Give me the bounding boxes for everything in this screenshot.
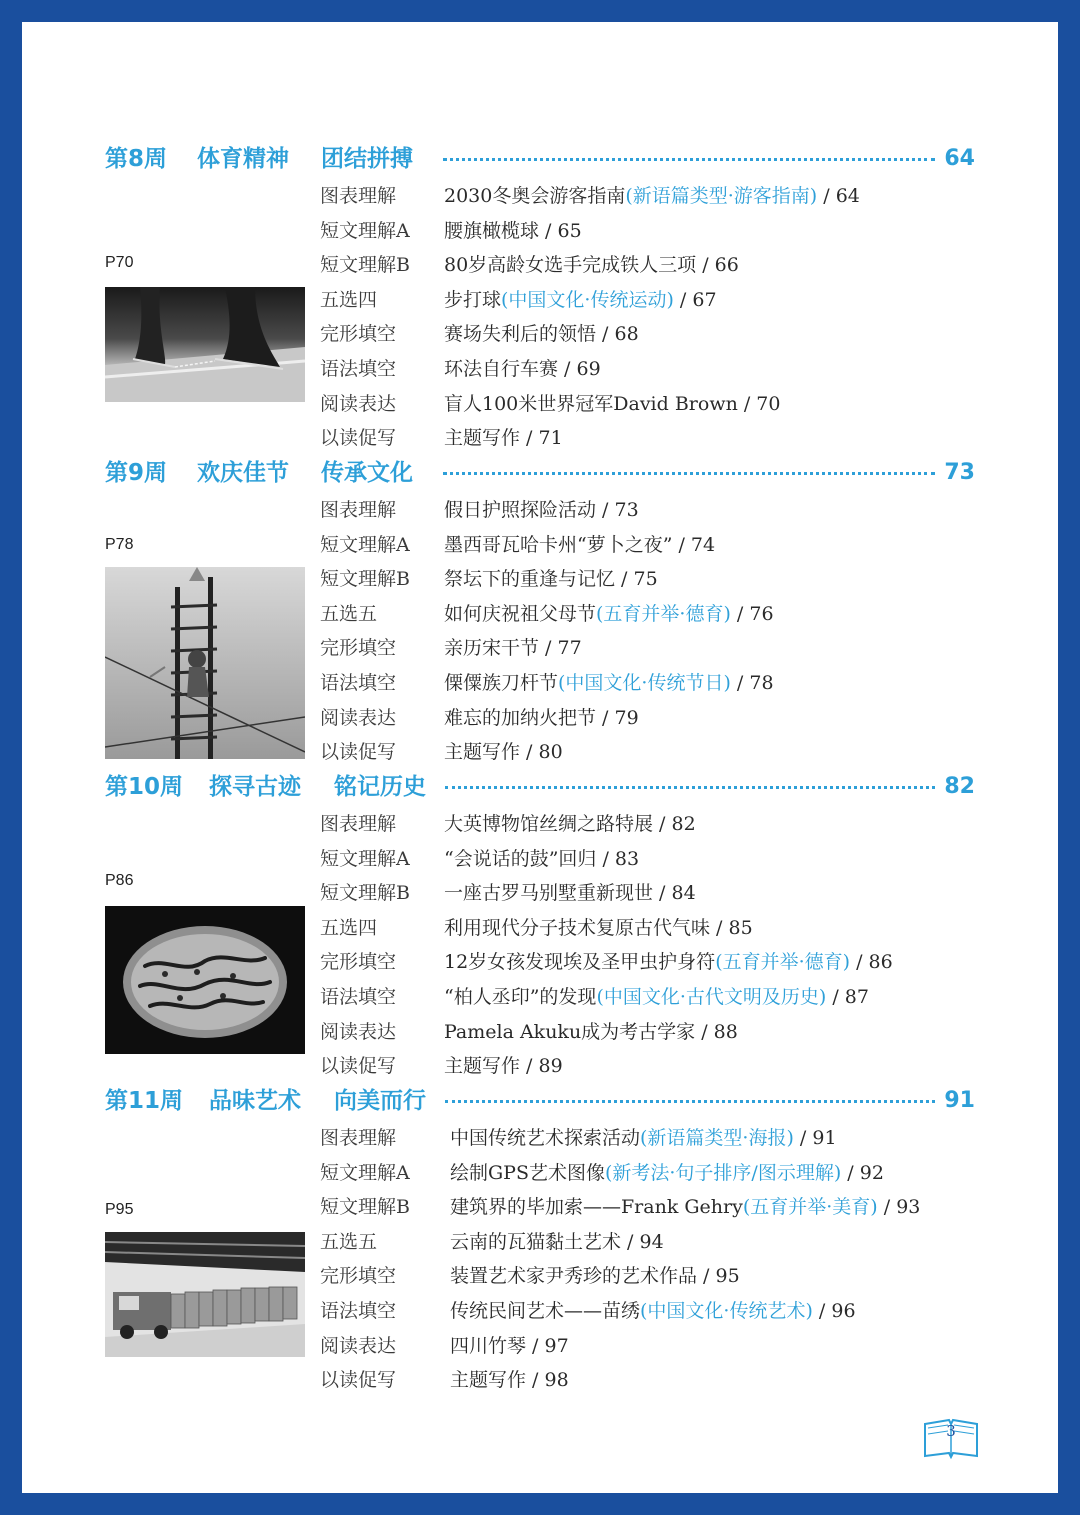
lesson-page: / 66 — [696, 254, 739, 277]
lesson-type: 图表理解 — [320, 813, 397, 835]
lesson-content — [444, 387, 781, 422]
lesson-title: 中国传统艺术探索活动 — [450, 1127, 641, 1149]
lesson-type: 五选五 — [320, 1230, 378, 1253]
lesson-type: 图表理解 — [320, 1127, 397, 1149]
photo-page-label: P78 — [105, 536, 134, 553]
lesson-title: 一座古罗马别墅重新现世 — [444, 882, 654, 905]
lesson-title: 傈僳族刀杆节 — [444, 671, 559, 694]
lesson-row[interactable] — [320, 1294, 1000, 1329]
lesson-row[interactable] — [320, 493, 1000, 528]
lesson-title: 大英博物馆丝绸之路特展 — [444, 813, 654, 835]
lesson-content — [444, 317, 639, 352]
lesson-page: / 80 — [520, 741, 563, 764]
dotted-leader — [445, 786, 935, 789]
open-book-icon — [922, 1416, 980, 1460]
lesson-title: 12岁女孩发现埃及圣甲虫护身符 — [444, 951, 716, 974]
lesson-page: / 67 — [673, 288, 717, 311]
lesson-type: 阅读表达 — [320, 1020, 397, 1043]
lesson-row[interactable] — [320, 562, 1000, 597]
lesson-type: 短文理解A — [320, 533, 410, 556]
lesson-title: 四川竹琴 — [450, 1334, 527, 1357]
lesson-content — [444, 421, 563, 456]
lesson-title: 主题写作 — [450, 1369, 527, 1392]
lesson-list — [320, 493, 1000, 770]
dotted-leader — [445, 1100, 935, 1103]
lesson-page: / 65 — [539, 219, 582, 242]
lesson-row[interactable] — [320, 666, 1000, 701]
lesson-type: 语法填空 — [320, 985, 397, 1008]
week-page-number: 64 — [944, 146, 975, 171]
feet-on-track-photo — [105, 287, 305, 402]
lesson-row[interactable] — [320, 1363, 1000, 1398]
lesson-page: / 69 — [558, 357, 601, 380]
lesson-content — [444, 911, 753, 946]
lesson-content — [450, 1121, 837, 1156]
lesson-content — [444, 631, 582, 666]
lesson-title: 腰旗橄榄球 — [444, 219, 540, 242]
lesson-content — [450, 1259, 740, 1294]
lesson-title: 利用现代分子技术复原古代气味 — [444, 916, 711, 939]
lesson-content — [444, 562, 658, 597]
lesson-type: 阅读表达 — [320, 1334, 397, 1357]
lesson-type: 以读促写 — [320, 1369, 397, 1392]
lesson-type: 短文理解B — [320, 568, 410, 591]
week-theme-2: 向美而行 — [334, 1088, 426, 1114]
week-page-number: 73 — [944, 460, 975, 485]
lesson-title: 绘制GPS艺术图像 — [450, 1161, 605, 1184]
week-theme-1: 欢庆佳节 — [197, 460, 289, 486]
week-section-9 — [22, 457, 1058, 771]
week-theme-1: 品味艺术 — [209, 1088, 301, 1114]
week-number: 第9周 — [105, 460, 168, 486]
lesson-row[interactable] — [320, 631, 1000, 666]
week-number: 第10周 — [105, 774, 184, 800]
lesson-title: 装置艺术家尹秀珍的艺术作品 — [450, 1265, 698, 1288]
lesson-page: / 64 — [817, 185, 860, 207]
lesson-title: 墨西哥瓦哈卡州“萝卜之夜” — [444, 533, 673, 556]
lesson-row[interactable] — [320, 701, 1000, 736]
lesson-type: 图表理解 — [320, 185, 397, 207]
week-section-11 — [22, 1085, 1058, 1399]
lesson-title: 难忘的加纳火把节 — [444, 706, 597, 729]
week-theme-1: 探寻古迹 — [209, 774, 301, 800]
lesson-note: (五育并举·德育) — [715, 951, 851, 974]
lesson-type: 语法填空 — [320, 671, 397, 694]
lesson-note: (新语篇类型·海报) — [640, 1127, 794, 1149]
lesson-page: / 76 — [730, 602, 774, 625]
lesson-content — [444, 528, 715, 563]
dotted-leader — [443, 158, 935, 161]
lesson-type: 完形填空 — [320, 1265, 397, 1288]
lesson-type: 语法填空 — [320, 357, 397, 380]
lesson-row[interactable] — [320, 352, 1000, 387]
lesson-type: 以读促写 — [320, 1055, 397, 1078]
lesson-content — [444, 248, 739, 283]
lesson-note: (五育并举·德育) — [596, 602, 731, 625]
lesson-type: 完形填空 — [320, 951, 397, 974]
lesson-page: / 94 — [621, 1230, 664, 1253]
lesson-page: / 87 — [826, 985, 869, 1008]
lesson-type: 语法填空 — [320, 1299, 397, 1322]
lesson-row[interactable] — [320, 911, 1000, 946]
lesson-title: 2030冬奥会游客指南 — [444, 185, 626, 207]
week-section-8 — [22, 143, 1058, 457]
lesson-content — [444, 876, 696, 911]
lesson-content — [444, 352, 601, 387]
lesson-title: 亲历宋干节 — [444, 637, 540, 660]
lesson-row[interactable] — [320, 945, 1000, 980]
week-theme-1: 体育精神 — [197, 146, 289, 172]
lesson-page: / 83 — [596, 847, 640, 870]
lesson-row[interactable] — [320, 1190, 1000, 1225]
lesson-type: 阅读表达 — [320, 392, 397, 415]
week-theme-2: 铭记历史 — [334, 774, 426, 800]
lesson-content — [444, 493, 639, 528]
lesson-list — [320, 1121, 1000, 1398]
lesson-list — [320, 807, 1000, 1084]
lesson-row[interactable] — [320, 1259, 1000, 1294]
lesson-row[interactable] — [320, 842, 1000, 877]
lesson-page: / 79 — [596, 706, 639, 729]
lesson-title: 环法自行车赛 — [444, 357, 559, 380]
lesson-type: 以读促写 — [320, 427, 397, 450]
lesson-row[interactable] — [320, 317, 1000, 352]
week-header[interactable] — [105, 1085, 975, 1117]
lesson-type: 完形填空 — [320, 637, 397, 660]
lesson-row[interactable] — [320, 1156, 1000, 1191]
lesson-title: 80岁高龄女选手完成铁人三项 — [444, 254, 697, 277]
lesson-title: 传统民间艺术——苗绣 — [450, 1299, 641, 1322]
lesson-type: 短文理解A — [320, 847, 410, 870]
lesson-page: / 93 — [877, 1196, 921, 1219]
art-installation-photo — [105, 1232, 305, 1357]
lesson-page: / 70 — [737, 392, 781, 415]
lesson-title: “柏人丞印”的发现 — [444, 985, 597, 1008]
lesson-page: / 98 — [526, 1369, 569, 1392]
week-section-10 — [22, 771, 1058, 1085]
lesson-row[interactable] — [320, 1225, 1000, 1260]
week-header[interactable] — [105, 143, 975, 175]
dotted-leader — [443, 472, 935, 475]
lesson-page: / 97 — [526, 1334, 569, 1357]
lesson-content — [444, 179, 860, 214]
lesson-content — [444, 945, 893, 980]
lesson-type: 图表理解 — [320, 499, 397, 521]
lesson-page: / 89 — [520, 1055, 563, 1078]
lesson-type: 短文理解B — [320, 882, 410, 905]
lesson-page: / 92 — [841, 1161, 884, 1184]
lesson-type: 阅读表达 — [320, 706, 397, 729]
lesson-content — [444, 1015, 738, 1050]
lesson-content — [444, 807, 696, 842]
lesson-page: / 85 — [710, 916, 753, 939]
lesson-row[interactable] — [320, 179, 1000, 214]
photo-page-label: P95 — [105, 1201, 134, 1218]
lesson-page: / 86 — [850, 951, 893, 974]
lesson-title: “会说话的鼓”回归 — [444, 847, 597, 870]
lesson-row[interactable] — [320, 1121, 1000, 1156]
lesson-content — [450, 1225, 664, 1260]
lesson-type: 短文理解B — [320, 1196, 410, 1219]
lesson-row[interactable] — [320, 248, 1000, 283]
lesson-content — [444, 701, 639, 736]
lesson-page: / 75 — [615, 568, 658, 591]
lesson-row[interactable] — [320, 807, 1000, 842]
week-theme-2: 团结拼搏 — [321, 146, 413, 172]
lesson-list — [320, 179, 1000, 456]
week-header[interactable] — [105, 457, 975, 489]
lesson-title: 云南的瓦猫黏土艺术 — [450, 1230, 622, 1253]
lesson-page: / 78 — [730, 671, 774, 694]
lesson-row[interactable] — [320, 597, 1000, 632]
lesson-page: / 84 — [653, 882, 696, 905]
lesson-row[interactable] — [320, 528, 1000, 563]
lesson-row[interactable] — [320, 387, 1000, 422]
lesson-page: / 77 — [539, 637, 582, 660]
week-theme-2: 传承文化 — [321, 460, 413, 486]
lesson-note: (中国文化·传统节日) — [558, 671, 731, 694]
lesson-type: 五选四 — [320, 288, 378, 311]
lesson-title: 祭坛下的重逢与记忆 — [444, 568, 616, 591]
pole-climbing-photo — [105, 567, 305, 759]
lesson-page: / 95 — [697, 1265, 740, 1288]
photo-page-label: P86 — [105, 872, 134, 889]
lesson-type: 完形填空 — [320, 323, 397, 346]
lesson-page: / 73 — [596, 499, 639, 521]
ancient-seal-photo — [105, 906, 305, 1054]
lesson-content — [444, 597, 774, 632]
lesson-title: 盲人100米世界冠军David Brown — [444, 392, 738, 415]
lesson-page: / 91 — [793, 1127, 837, 1149]
lesson-title: 假日护照探险活动 — [444, 499, 597, 521]
lesson-row[interactable] — [320, 421, 1000, 456]
lesson-page: / 88 — [695, 1020, 738, 1043]
lesson-type: 以读促写 — [320, 741, 397, 764]
lesson-row[interactable] — [320, 1329, 1000, 1364]
lesson-note: (中国文化·传统运动) — [501, 288, 674, 311]
lesson-content — [444, 1049, 563, 1084]
lesson-note: (新考法·句子排序/图示理解) — [604, 1161, 842, 1184]
lesson-page: / 74 — [672, 533, 716, 556]
lesson-content — [444, 980, 869, 1015]
lesson-type: 短文理解B — [320, 254, 410, 277]
photo-page-label: P70 — [105, 254, 134, 271]
lesson-type: 短文理解A — [320, 219, 410, 242]
toc-page — [22, 22, 1058, 1493]
lesson-note: (中国文化·古代文明及历史) — [596, 985, 827, 1008]
lesson-title: 主题写作 — [444, 427, 521, 450]
lesson-title: 如何庆祝祖父母节 — [444, 602, 597, 625]
lesson-row[interactable] — [320, 214, 1000, 249]
lesson-content — [444, 666, 774, 701]
lesson-row[interactable] — [320, 735, 1000, 770]
lesson-content — [450, 1329, 569, 1364]
lesson-content — [450, 1363, 569, 1398]
lesson-page: / 68 — [596, 323, 639, 346]
week-number: 第8周 — [105, 146, 168, 172]
lesson-title: 赛场失利后的领悟 — [444, 323, 597, 346]
lesson-content — [444, 842, 639, 877]
lesson-content — [444, 735, 563, 770]
lesson-title: 建筑界的毕加索——Frank Gehry — [450, 1196, 743, 1219]
lesson-page: / 71 — [520, 427, 563, 450]
lesson-content — [450, 1190, 920, 1225]
lesson-row[interactable] — [320, 876, 1000, 911]
lesson-title: 步打球 — [444, 288, 502, 311]
lesson-row[interactable] — [320, 1015, 1000, 1050]
lesson-title: 主题写作 — [444, 1055, 521, 1078]
lesson-row[interactable] — [320, 283, 1000, 318]
lesson-page: / 82 — [653, 813, 696, 835]
lesson-note: (五育并举·美育) — [742, 1196, 878, 1219]
week-header[interactable] — [105, 771, 975, 803]
week-page-number: 91 — [944, 1088, 975, 1113]
week-page-number: 82 — [944, 774, 975, 799]
lesson-note: (中国文化·传统艺术) — [640, 1299, 813, 1322]
lesson-type: 短文理解A — [320, 1161, 410, 1184]
lesson-content — [444, 214, 582, 249]
lesson-page: / 96 — [812, 1299, 856, 1322]
lesson-row[interactable] — [320, 980, 1000, 1015]
lesson-note: (新语篇类型·游客指南) — [625, 185, 818, 207]
lesson-row[interactable] — [320, 1049, 1000, 1084]
lesson-content — [444, 283, 717, 318]
lesson-type: 五选四 — [320, 916, 378, 939]
lesson-title: Pamela Akuku成为考古学家 — [444, 1020, 696, 1043]
lesson-content — [450, 1156, 884, 1191]
lesson-content — [450, 1294, 856, 1329]
week-number: 第11周 — [105, 1088, 184, 1114]
lesson-type: 五选五 — [320, 602, 378, 625]
page-number: 3 — [946, 1422, 956, 1440]
lesson-title: 主题写作 — [444, 741, 521, 764]
